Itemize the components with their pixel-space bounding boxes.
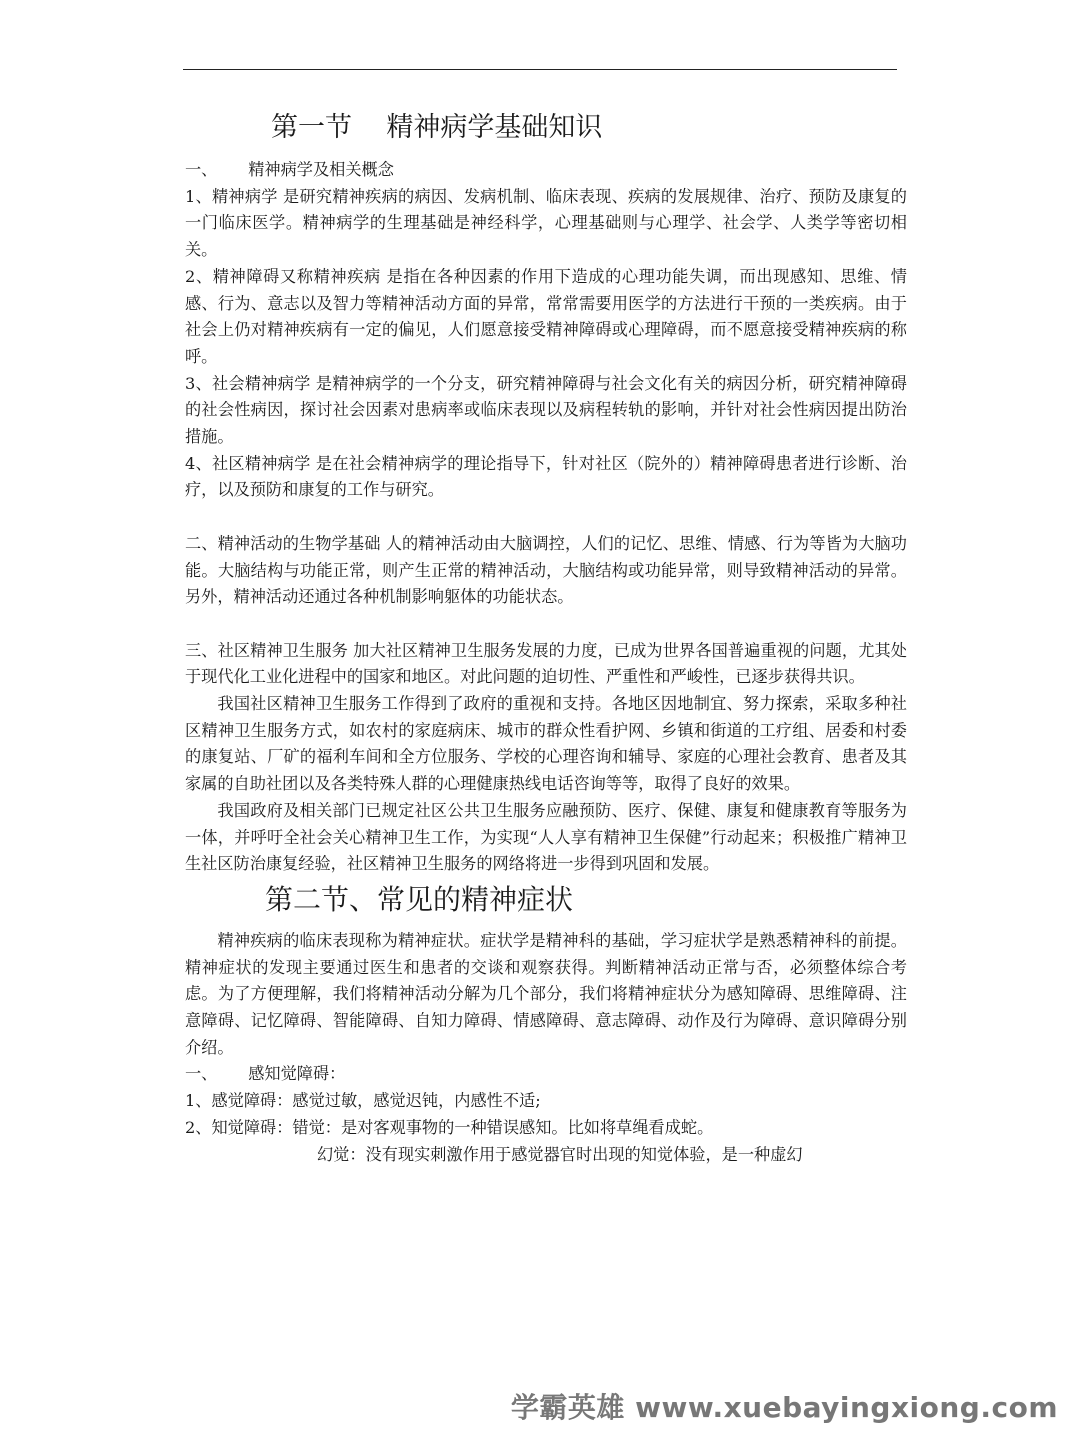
definition-social-psychiatry: 3、社会精神病学 是精神病学的一个分支，研究精神障碍与社会文化有关的病因分析，研究精神障碍的社会性病因，探讨社会因素对患病率或临床表现以及病程转轨的影响，并针对社会性病因提出防治措施。: [185, 373, 907, 447]
definition-mental-disorder: 2、精神障碍又称精神疾病 是指在各种因素的作用下造成的心理功能失调，而出现感知、思维、情感、行为、意志以及智力等精神活动方面的异常，常常需要用医学的方法进行干预的一类疾病。由于社会上仍对精神疾病有一定的偏见，人们愿意接受精神障碍或心理障碍，而不愿意接受精神疾病的称呼。: [185, 266, 907, 366]
header-rule: [183, 69, 897, 70]
section-1-part-1-heading: 一、 精神病学及相关概念: [185, 160, 394, 179]
perception-disorder-item: 2、知觉障碍：错觉：是对客观事物的一种错误感知。比如将草绳看成蛇。: [185, 1117, 714, 1137]
site-watermark: 学霸英雄 www.xuebayingxiong.com: [510, 1391, 1058, 1424]
section-2-title: 第二节、常见的精神症状: [265, 882, 574, 916]
section-1-part-3-paragraph-2: 我国社区精神卫生服务工作得到了政府的重视和支持。各地区因地制宜、努力探索，采取多种社区精神卫生服务方式，如农村的家庭病床、城市的群众性看护网、乡镇和街道的工疗组、居委和村委的康复站、厂矿的福利车间和全方位服务、学校的心理咨询和辅导、家庭的心理社会教育、患者及其家属的自助社团以及各类特殊人群的心理健康热线电话咨询等等，取得了良好的效果。: [185, 694, 907, 794]
spacer: [185, 611, 907, 638]
section-1-title: 第一节 精神病学基础知识: [271, 112, 603, 143]
spacer: [185, 504, 907, 531]
sensory-disorder-item: 1、感觉障碍：感觉过敏，感觉迟钝，内感性不适;: [185, 1091, 541, 1111]
definition-community-psychiatry: 4、社区精神病学 是在社会精神病学的理论指导下，针对社区（院外的）精神障碍患者进行诊断、治疗，以及预防和康复的工作与研究。: [185, 453, 907, 500]
section-2-intro: 精神疾病的临床表现称为精神症状。症状学是精神科的基础，学习症状学是熟悉精神科的前提。精神症状的发现主要通过医生和患者的交谈和观察获得。判断精神活动正常与否，必须整体综合考虑。为了方便理解，我们将精神活动分解为几个部分，我们将精神症状分为感知障碍、思维障碍、注意障碍、记忆障碍、智能障碍、自知力障碍、情感障碍、意志障碍、动作及行为障碍、意识障碍分别介绍。: [185, 930, 907, 1057]
section-1-part-3: 三、社区精神卫生服务 加大社区精神卫生服务发展的力度，已成为世界各国普遍重视的问题，尤其处于现代化工业化进程中的国家和地区。对此问题的迫切性、严重性和严峻性，已逐步获得共识。: [185, 640, 907, 687]
section-1-part-2: 二、精神活动的生物学基础 人的精神活动由大脑调控，人们的记忆、思维、情感、行为等皆为大脑功能。大脑结构与功能正常，则产生正常的精神活动，大脑结构或功能异常，则导致精神活动的异常。另外，精神活动还通过各种机制影响躯体的功能状态。: [185, 533, 907, 607]
hallucination-line: 幻觉：没有现实刺激作用于感觉器官时出现的知觉体验，是一种虚幻: [317, 1144, 803, 1164]
definition-psychiatry: 1、精神病学 是研究精神疾病的病因、发病机制、临床表现、疾病的发展规律、治疗、预防及康复的一门临床医学。精神病学的生理基础是神经科学，心理基础则与心理学、社会学、人类学等密切相关。: [185, 186, 907, 260]
section-1-part-3-paragraph-3: 我国政府及相关部门已规定社区公共卫生服务应融预防、医疗、保健、康复和健康教育等服务为一体，并呼吁全社会关心精神卫生工作，为实现“人人享有精神卫生保健”行动起来；积极推广精神卫生社区防治康复经验，社区精神卫生服务的网络将进一步得到巩固和发展。: [185, 800, 907, 874]
section-2-part-1-heading: 一、 感知觉障碍：: [185, 1064, 346, 1084]
document-page: [185, 100, 907, 1168]
